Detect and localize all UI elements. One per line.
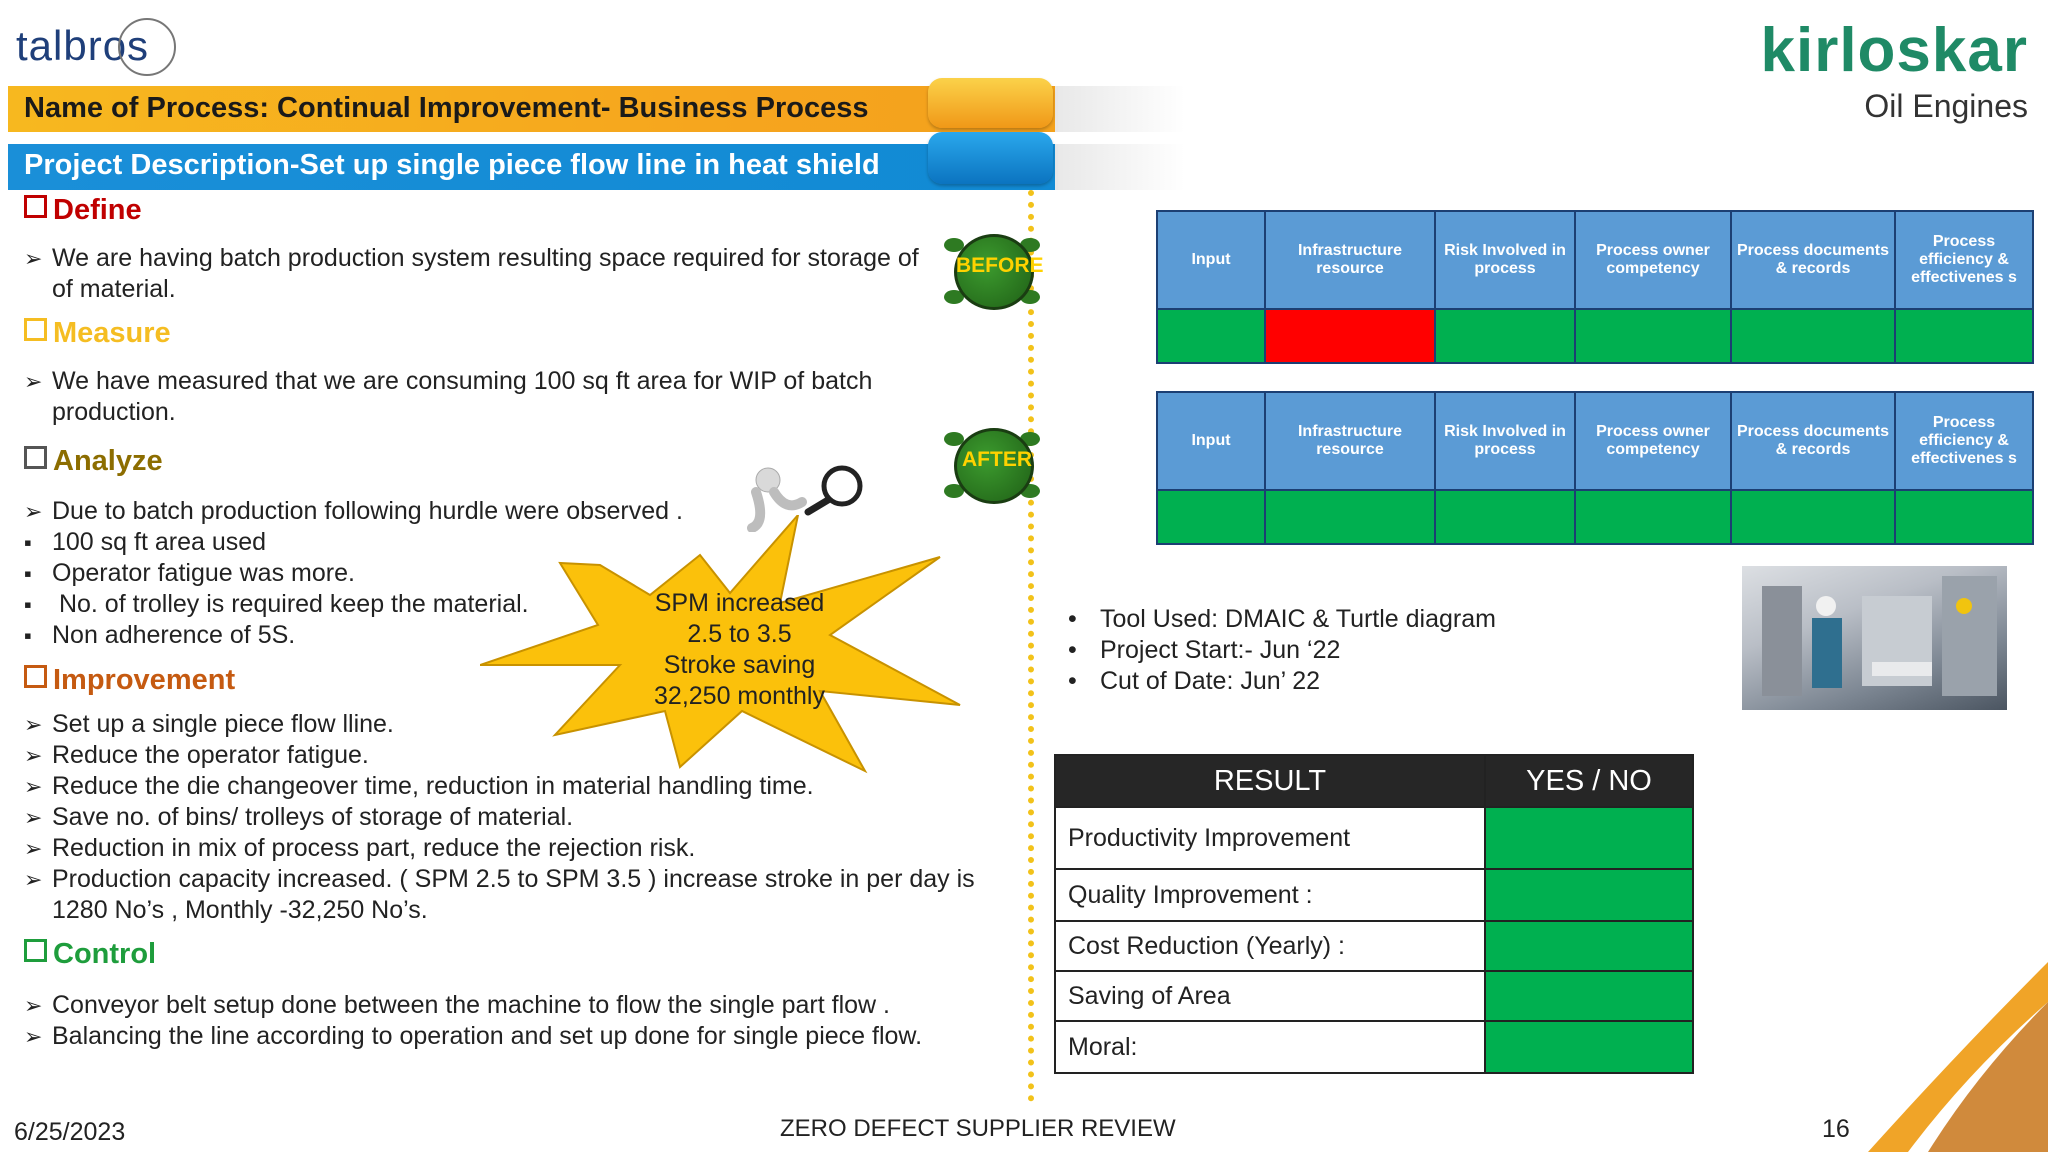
- square-bullet-icon: ▪: [24, 530, 32, 555]
- project-info-list: • Tool Used: DMAIC & Turtle diagram • Project Start:- Jun ‘22 • Cut of Date: Jun’ 22: [1068, 605, 1496, 695]
- define-block: ➢ We are having batch production system resulting space required for storage of of material.: [24, 244, 919, 303]
- arrow-bullet-icon: ➢: [24, 369, 43, 394]
- before-turtle-icon: [944, 228, 1042, 314]
- kirloskar-logo: [1760, 16, 2028, 125]
- turtle-table-after: [1156, 391, 2034, 545]
- improvement-block: ➢ Set up a single piece flow lline. ➢ Reduce the operator fatigue. ➢ Reduce the die changeover time, reduction in material handling time. ➢ Save no. of bins/ trolleys of storage of material. ➢ Reduction in mix of process part, reduce the rejection risk. ➢ Production capacity increased. ( SPM 2.5 to SPM 3.5 ) increase stroke in per day is 1280 No’s , Monthly -32,250 No’s.: [24, 710, 975, 924]
- footer-title: ZERO DEFECT SUPPLIER REVIEW: [780, 1115, 1176, 1142]
- checkbox-icon: [24, 665, 47, 688]
- square-bullet-icon: ▪: [24, 623, 32, 648]
- bullet-dot-icon: •: [1068, 667, 1077, 695]
- corner-swoosh: [1848, 962, 2048, 1152]
- analyze-block: ➢ Due to batch production following hurdle were observed . ▪ 100 sq ft area used ▪ Operator fatigue was more. ▪ No. of trolley is required keep the material. ▪ Non adherence of 5S.: [24, 497, 683, 649]
- before-label: BEFORE: [956, 254, 1044, 277]
- arrow-bullet-icon: ➢: [24, 1024, 43, 1049]
- result-status-cell: [1485, 921, 1693, 971]
- turtle-header: Process efficiency & effectivenes s: [1895, 392, 2033, 490]
- turtle-status-cell: [1731, 309, 1895, 363]
- turtle-status-cell: [1265, 309, 1435, 363]
- turtle-status-cell: [1895, 309, 2033, 363]
- project-banner-fade: [1055, 144, 1185, 190]
- result-row-label: Productivity Improvement: [1055, 807, 1485, 869]
- turtle-header: Infrastructure resource: [1265, 392, 1435, 490]
- result-status-cell: [1485, 971, 1693, 1021]
- turtle-header: Input: [1157, 211, 1265, 309]
- turtle-status-cell: [1895, 490, 2033, 544]
- turtle-status-cell: [1435, 309, 1575, 363]
- improvement-heading: Improvement: [24, 664, 235, 697]
- turtle-header: Process owner competency: [1575, 392, 1731, 490]
- bullet-dot-icon: •: [1068, 605, 1077, 633]
- kirloskar-subtitle: Oil Engines: [1864, 88, 2028, 124]
- turtle-table-before: [1156, 210, 2034, 364]
- turtle-header: Input: [1157, 392, 1265, 490]
- checkbox-icon: [24, 939, 47, 962]
- turtle-status-row-before: [1157, 309, 2033, 363]
- process-banner-fade: [1055, 86, 1185, 132]
- arrow-bullet-icon: ➢: [24, 867, 43, 892]
- page-number: 16: [1822, 1115, 1850, 1143]
- turtle-header: Process owner competency: [1575, 211, 1731, 309]
- kirloskar-brand: kirloskar: [1760, 16, 2028, 85]
- logo-ring-icon: [118, 18, 176, 76]
- result-status-cell: [1485, 1021, 1693, 1073]
- burst-text: SPM increased 2.5 to 3.5 Stroke saving 32,250 monthly: [654, 589, 825, 710]
- turtle-header: Process efficiency & effectivenes s: [1895, 211, 2033, 309]
- project-title: Project Description-Set up single piece flow line in heat shield: [24, 149, 880, 181]
- checkbox-icon: [24, 318, 47, 341]
- arrow-bullet-icon: ➢: [24, 993, 43, 1018]
- result-header: RESULT: [1055, 755, 1485, 807]
- shopfloor-photo: [1742, 566, 2007, 710]
- arrow-bullet-icon: ➢: [24, 774, 43, 799]
- yes-no-header: YES / NO: [1485, 755, 1693, 807]
- result-status-cell: [1485, 807, 1693, 869]
- project-banner-cap: [928, 132, 1053, 184]
- turtle-status-cell: [1435, 490, 1575, 544]
- measure-heading: Measure: [24, 317, 171, 350]
- process-title: Name of Process: Continual Improvement- Business Process: [24, 92, 869, 124]
- checkbox-icon: [24, 195, 47, 218]
- result-table: [1054, 754, 1694, 1074]
- bullet-dot-icon: •: [1068, 636, 1077, 664]
- arrow-bullet-icon: ➢: [24, 246, 43, 271]
- after-label: AFTER: [962, 448, 1032, 471]
- turtle-status-cell: [1575, 309, 1731, 363]
- arrow-bullet-icon: ➢: [24, 499, 43, 524]
- result-row-label: Cost Reduction (Yearly) :: [1055, 921, 1485, 971]
- result-status-cell: [1485, 869, 1693, 921]
- turtle-status-cell: [1157, 490, 1265, 544]
- talbros-logo: talbros: [16, 22, 149, 70]
- square-bullet-icon: ▪: [24, 592, 32, 617]
- control-block: ➢ Conveyor belt setup done between the machine to flow the single part flow . ➢ Balancing the line according to operation and set up done for single piece flow.: [24, 991, 923, 1050]
- turtle-status-row-after: [1157, 490, 2033, 544]
- control-heading: Control: [24, 938, 156, 971]
- square-bullet-icon: ▪: [24, 561, 32, 586]
- arrow-bullet-icon: ➢: [24, 805, 43, 830]
- turtle-header: Risk Involved in process: [1435, 392, 1575, 490]
- turtle-status-cell: [1265, 490, 1435, 544]
- turtle-header: Process documents & records: [1731, 392, 1895, 490]
- process-banner-cap: [928, 78, 1053, 128]
- turtle-header: Process documents & records: [1731, 211, 1895, 309]
- result-row-label: Saving of Area: [1055, 971, 1485, 1021]
- result-row-label: Quality Improvement :: [1055, 869, 1485, 921]
- measure-block: ➢ We have measured that we are consuming 100 sq ft area for WIP of batch production.: [24, 367, 873, 426]
- arrow-bullet-icon: ➢: [24, 712, 43, 737]
- define-heading: Define: [24, 194, 142, 227]
- turtle-header: Risk Involved in process: [1435, 211, 1575, 309]
- footer-date: 6/25/2023: [14, 1118, 126, 1146]
- turtle-header: Infrastructure resource: [1265, 211, 1435, 309]
- after-turtle-icon: [944, 422, 1042, 508]
- turtle-status-cell: [1157, 309, 1265, 363]
- turtle-status-cell: [1731, 490, 1895, 544]
- turtle-status-cell: [1575, 490, 1731, 544]
- arrow-bullet-icon: ➢: [24, 743, 43, 768]
- checkbox-icon: [24, 446, 47, 469]
- dotted-divider: [1028, 190, 1034, 1102]
- arrow-bullet-icon: ➢: [24, 836, 43, 861]
- result-row-label: Moral:: [1055, 1021, 1485, 1073]
- analyze-heading: Analyze: [24, 445, 163, 478]
